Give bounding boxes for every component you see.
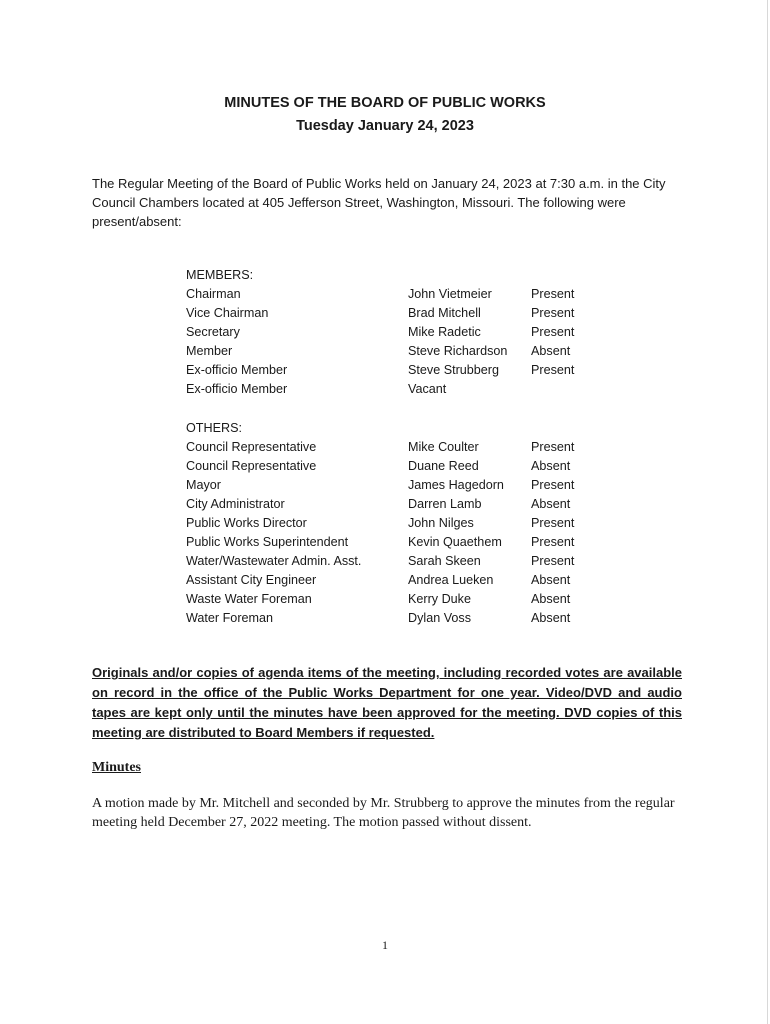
attendee-name: Mike Coulter: [408, 440, 479, 454]
others-list: [186, 438, 575, 628]
attendance-status: Absent: [531, 459, 571, 473]
attendance-status: Absent: [531, 344, 571, 358]
attendance-status: Absent: [531, 497, 571, 511]
attendance-status: Present: [531, 306, 575, 320]
attendance-status: Present: [531, 554, 575, 568]
attendee-name: Kevin Quaethem: [408, 535, 502, 549]
attendee-name: Andrea Lueken: [408, 573, 494, 587]
scan-edge-line: [767, 0, 768, 1024]
attendance-status: Absent: [531, 611, 571, 625]
minutes-heading: Minutes: [92, 760, 141, 775]
attendee-name: Vacant: [408, 382, 447, 396]
attendee-name: Brad Mitchell: [408, 306, 481, 320]
attendee-name: John Vietmeier: [408, 287, 492, 301]
attendee-role: City Administrator: [186, 497, 285, 511]
attendance-status: Absent: [531, 592, 571, 606]
attendance-status: Present: [531, 516, 575, 530]
page-number: 1: [382, 938, 388, 952]
attendance-row: [186, 438, 575, 457]
attendee-role: Public Works Director: [186, 516, 307, 530]
members-section: [186, 266, 575, 399]
attendance-row: [186, 590, 571, 609]
attendance-row: [186, 457, 571, 476]
attendance-row: [186, 304, 575, 323]
attendance-status: Present: [531, 535, 575, 549]
attendance-row: [186, 342, 571, 361]
attendee-name: Mike Radetic: [408, 325, 481, 339]
minutes-paragraph: A motion made by Mr. Mitchell and seconded by Mr. Strubberg to approve the minutes from the regular meeting held December 27, 2022 meeting. The motion passed without dissent.: [92, 796, 675, 830]
attendee-role: Chairman: [186, 287, 241, 301]
attendee-name: Duane Reed: [408, 459, 479, 473]
attendance-row: [186, 361, 575, 380]
attendee-role: Waste Water Foreman: [186, 592, 312, 606]
attendee-role: Secretary: [186, 325, 240, 339]
document-title: MINUTES OF THE BOARD OF PUBLIC WORKS: [224, 95, 546, 111]
attendance-row: [186, 514, 575, 533]
others-heading: OTHERS:: [186, 421, 242, 435]
attendee-role: Public Works Superintendent: [186, 535, 349, 549]
members-list: [186, 285, 575, 399]
attendee-role: Council Representative: [186, 459, 317, 473]
attendance-row: [186, 533, 575, 552]
members-heading: MEMBERS:: [186, 268, 254, 282]
attendee-role: Ex-officio Member: [186, 382, 288, 396]
intro-paragraph: The Regular Meeting of the Board of Public Works held on January 24, 2023 at 7:30 a.m. in the City Council Chambers located at 405 Jefferson Street, Washington, Missouri. The following were present/absent:: [92, 176, 666, 229]
attendee-name: John Nilges: [408, 516, 474, 530]
attendee-role: Assistant City Engineer: [186, 573, 317, 587]
attendee-role: Water Foreman: [186, 611, 274, 625]
attendee-role: Council Representative: [186, 440, 317, 454]
attendance-row: [186, 495, 571, 514]
attendance-status: Present: [531, 287, 575, 301]
attendance-status: Present: [531, 440, 575, 454]
attendee-name: Steve Richardson: [408, 344, 508, 358]
attendee-role: Member: [186, 344, 233, 358]
attendee-name: Kerry Duke: [408, 592, 471, 606]
attendee-role: Vice Chairman: [186, 306, 269, 320]
meeting-date: Tuesday January 24, 2023: [296, 118, 474, 134]
attendee-name: James Hagedorn: [408, 478, 504, 492]
attendance-row: [186, 552, 575, 571]
attendance-row: [186, 323, 575, 342]
attendee-role: Mayor: [186, 478, 221, 492]
attendee-name: Steve Strubberg: [408, 363, 500, 377]
attendance-row: [186, 285, 575, 304]
attendee-role: Water/Wastewater Admin. Asst.: [186, 554, 362, 568]
attendee-name: Darren Lamb: [408, 497, 482, 511]
attendance-status: Absent: [531, 573, 571, 587]
attendee-name: Sarah Skeen: [408, 554, 481, 568]
attendance-status: Present: [531, 363, 575, 377]
attendee-name: Dylan Voss: [408, 611, 471, 625]
records-notice: Originals and/or copies of agenda items of the meeting, including recorded votes are available on record in the office of the Public Works Department for one year. Video/DVD and audio tapes are kept only until the minutes have been approved for the meeting. DVD copies of this meeting are distributed to Board Members if requested.: [92, 665, 682, 740]
attendance-row: [186, 380, 447, 399]
attendance-status: Present: [531, 325, 575, 339]
attendee-role: Ex-officio Member: [186, 363, 288, 377]
attendance-row: [186, 609, 571, 628]
attendance-row: [186, 476, 575, 495]
attendance-row: [186, 571, 571, 590]
attendance-status: Present: [531, 478, 575, 492]
others-section: [186, 419, 575, 628]
